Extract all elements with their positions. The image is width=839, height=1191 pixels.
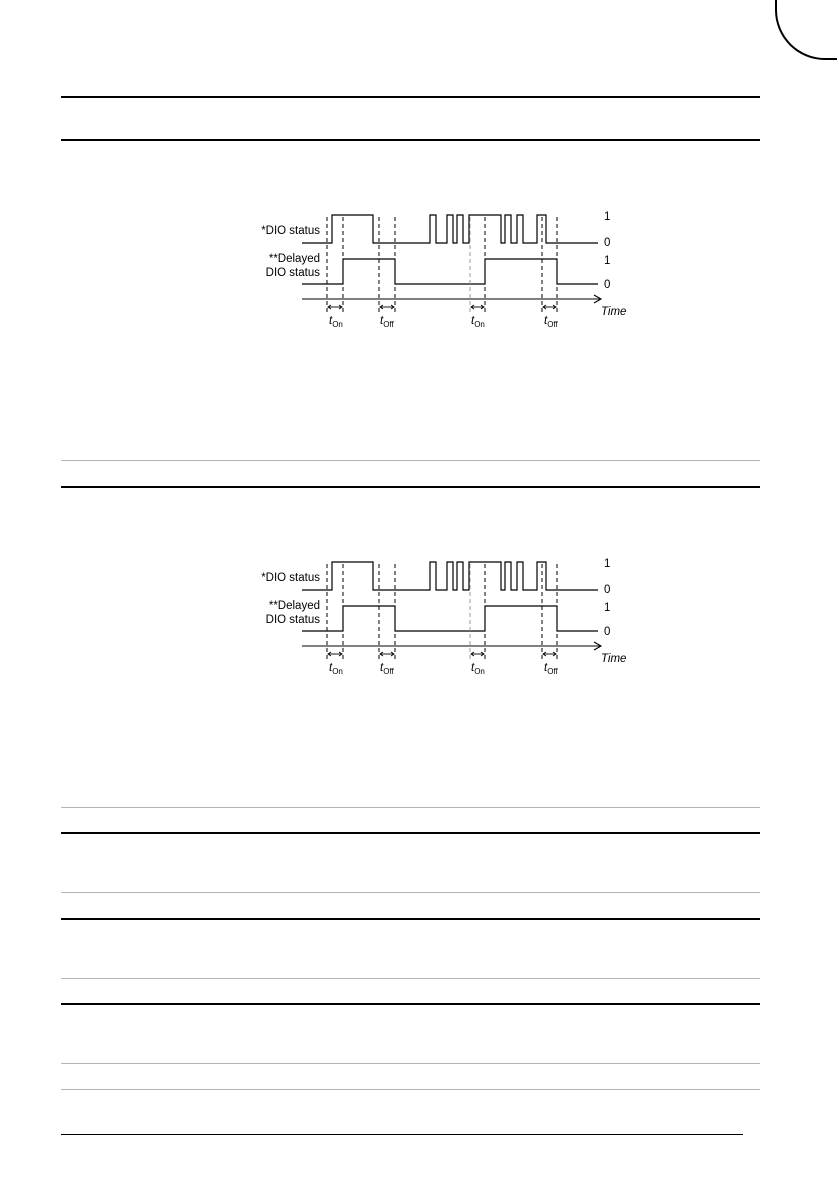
table-row-rule — [61, 807, 760, 808]
table-row-rule — [61, 139, 760, 141]
delayed-low-level: 0 — [604, 626, 611, 638]
footer-rule — [61, 1134, 743, 1135]
time-axis — [302, 295, 601, 303]
timing-diagram-1 — [255, 200, 635, 330]
table-top-rule — [61, 832, 760, 834]
t-on-label: $t_{On}$ — [471, 315, 485, 329]
dio-status-waveform — [302, 562, 598, 590]
delayed-low-level: 0 — [604, 279, 611, 291]
dio-low-level: 0 — [604, 237, 611, 249]
dio-status-label: *DIO status — [261, 572, 320, 584]
table-row-rule — [61, 892, 760, 893]
table-top-rule — [61, 918, 760, 920]
dio-low-level: 0 — [604, 584, 611, 596]
dio-high-level: 1 — [604, 211, 611, 223]
table-top-rule — [61, 1003, 760, 1005]
t-off-label: $t_{Off}$ — [380, 662, 394, 676]
table-top-rule — [61, 486, 760, 488]
interval-arrows — [328, 305, 556, 309]
time-axis-label: Time — [601, 653, 627, 665]
t-on-label: $t_{On}$ — [329, 662, 343, 676]
delayed-status-waveform — [302, 259, 598, 284]
t-on-label: $t_{On}$ — [329, 315, 343, 329]
delayed-status-waveform — [302, 606, 598, 631]
delayed-status-label-line1: **Delayed — [268, 253, 320, 265]
dio-status-label: *DIO status — [261, 225, 320, 237]
time-axis-label: Time — [601, 306, 627, 318]
delayed-status-label-line2: DIO status — [265, 267, 320, 279]
page-corner-mark — [775, 0, 837, 60]
delayed-status-label-line1: **Delayed — [268, 600, 320, 612]
table-row-rule — [61, 1063, 760, 1064]
t-off-label: $t_{Off}$ — [380, 315, 394, 329]
timing-diagram-2 — [255, 547, 635, 677]
time-axis — [302, 642, 601, 650]
t-off-label: $t_{Off}$ — [544, 315, 558, 329]
table-row-rule — [61, 1089, 760, 1090]
dio-high-level: 1 — [604, 558, 611, 570]
t-off-label: $t_{Off}$ — [544, 662, 558, 676]
delayed-high-level: 1 — [604, 602, 611, 614]
delayed-high-level: 1 — [604, 255, 611, 267]
table-top-rule — [61, 96, 760, 98]
table-row-rule — [61, 460, 760, 461]
t-on-label: $t_{On}$ — [471, 662, 485, 676]
dio-status-waveform — [302, 215, 598, 243]
table-row-rule — [61, 978, 760, 979]
delayed-status-label-line2: DIO status — [265, 614, 320, 626]
interval-arrows — [328, 652, 556, 656]
